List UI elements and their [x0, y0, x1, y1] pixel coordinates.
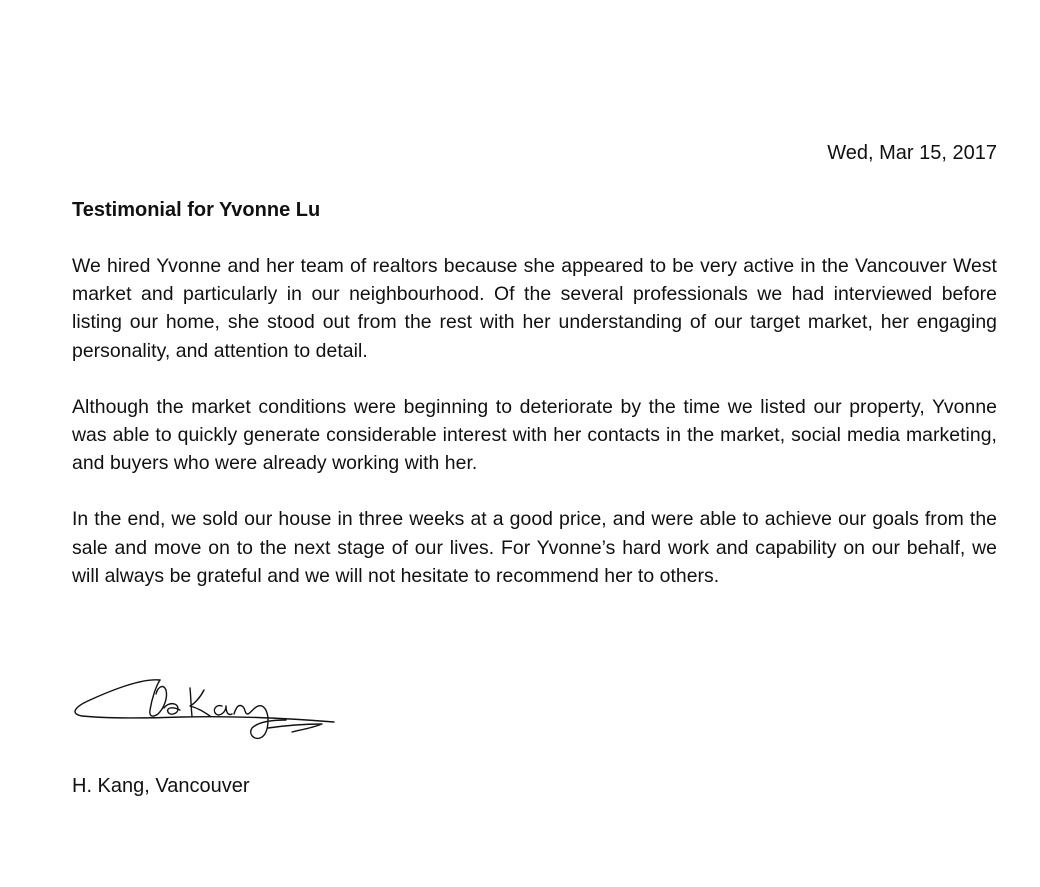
letter-body: [72, 252, 997, 618]
handwritten-signature: [72, 668, 342, 746]
paragraph-2: Although the market conditions were beginning to deteriorate by the time we listed our property, Yvonne was able to quickly generate considerable interest with her contacts in the market, social media marketing, and buyers who were already working with her.: [72, 395, 997, 475]
signer-name: H. Kang, Vancouver: [72, 775, 250, 797]
letter-page: [72, 0, 997, 887]
letter-title: Testimonial for Yvonne Lu: [72, 199, 321, 221]
paragraph-3: In the end, we sold our house in three weeks at a good price, and were able to achieve our goals from the sale and move on to the next stage of our lives. For Yvonne’s hard work and capability on our behalf, we will always be grateful and we will not hesitate to recommend her to others.: [72, 508, 997, 587]
paragraph-1: We hired Yvonne and her team of realtors because she appeared to be very active in the Vancouver West market and particularly in our neighbourhood. Of the several professionals we had interviewed before listing our home, she stood out from the rest with her understanding of our target market, her engaging personality, and attention to detail.: [72, 255, 997, 362]
letter-date: Wed, Mar 15, 2017: [827, 142, 997, 164]
